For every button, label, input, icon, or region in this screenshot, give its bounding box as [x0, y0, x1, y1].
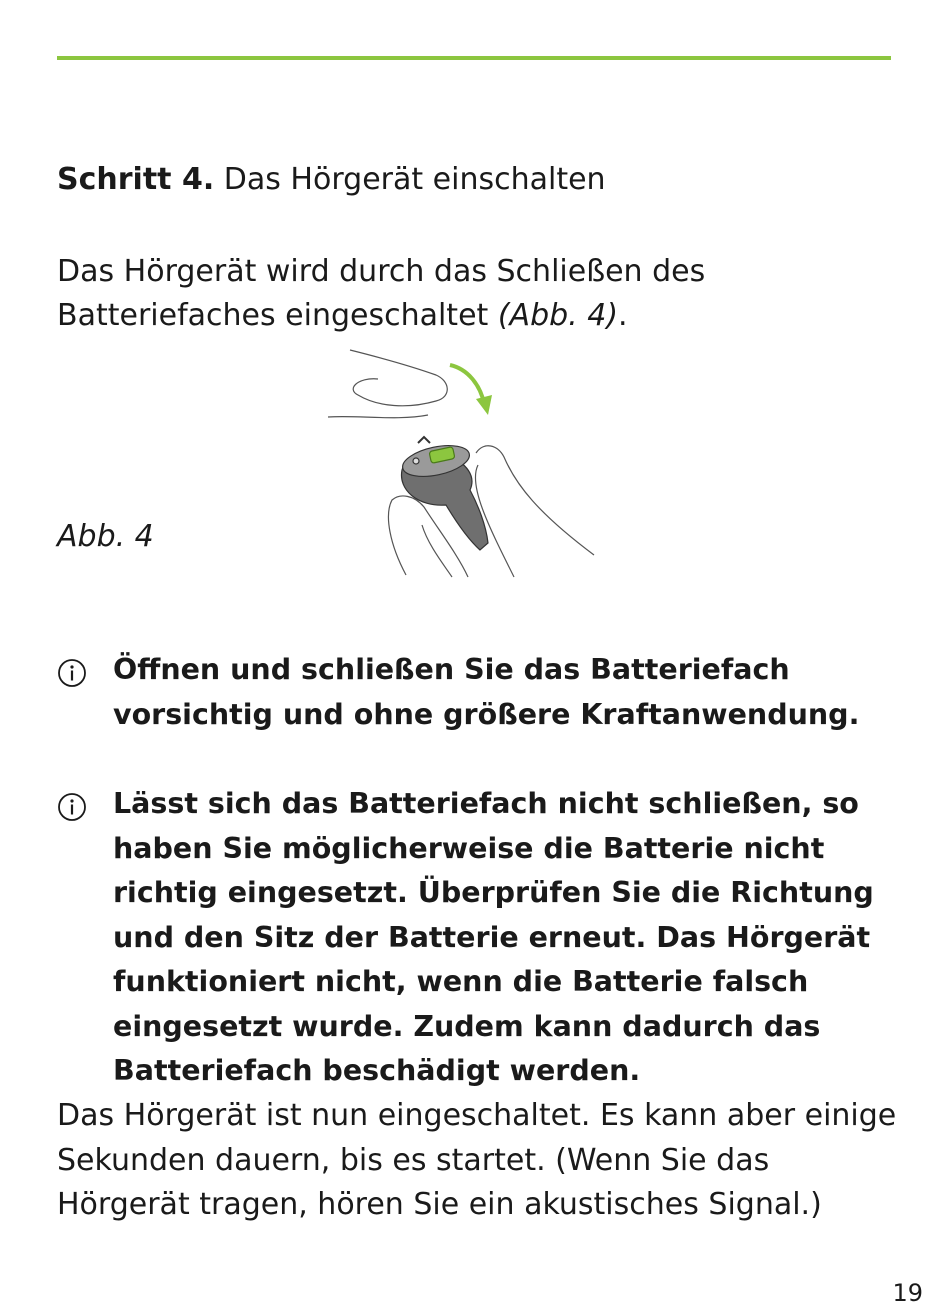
page-number: 19: [892, 1279, 923, 1307]
note-2: [57, 782, 917, 1087]
figure-caption: Abb. 4: [57, 519, 154, 554]
info-icon: [57, 792, 87, 822]
button-ridge: [418, 437, 430, 443]
rotation-arrow: [450, 365, 484, 403]
header-rule: [57, 56, 891, 60]
figure-reference: (Abb. 4): [497, 298, 619, 333]
note-1-text: Öffnen und schließen Sie das Batteriefach vorsichtig und ohne größere Kraftanwendung.: [113, 653, 860, 731]
note-1: [57, 648, 917, 744]
arrow-head: [476, 395, 492, 415]
finger-outline: [328, 350, 447, 418]
step-heading: [57, 160, 606, 200]
microphone-port: [413, 458, 419, 464]
outro-paragraph: Das Hörgerät ist nun eingeschaltet. Es kann aber einige Sekunden dauern, bis es startet. (Wenn Sie das Hörgerät tragen, hören Sie ein akustisches Signal.): [57, 1098, 897, 1222]
step-label: Schritt 4.: [57, 162, 215, 197]
intro-paragraph: Das Hörgerät wird durch das Schließen des Batteriefaches eingeschaltet (Abb. 4).: [57, 254, 706, 333]
note-2-text: Lässt sich das Batteriefach nicht schließen, so haben Sie möglicherweise die Batterie nicht richtig eingesetzt. Überprüfen Sie die Richtung und den Sitz der Batterie erneut. Das Hörgerät funktioniert nicht, wenn die Batterie falsch eingesetzt wurde. Zudem kann dadurch das Batteriefach beschädigt werden.: [113, 787, 874, 1087]
step-title: Das Hörgerät einschalten: [223, 162, 606, 197]
info-icon: [57, 658, 87, 688]
hearing-aid-illustration: [318, 345, 608, 585]
intro-text: Das Hörgerät wird durch das Schließen des Batteriefaches eingeschaltet: [57, 254, 706, 333]
